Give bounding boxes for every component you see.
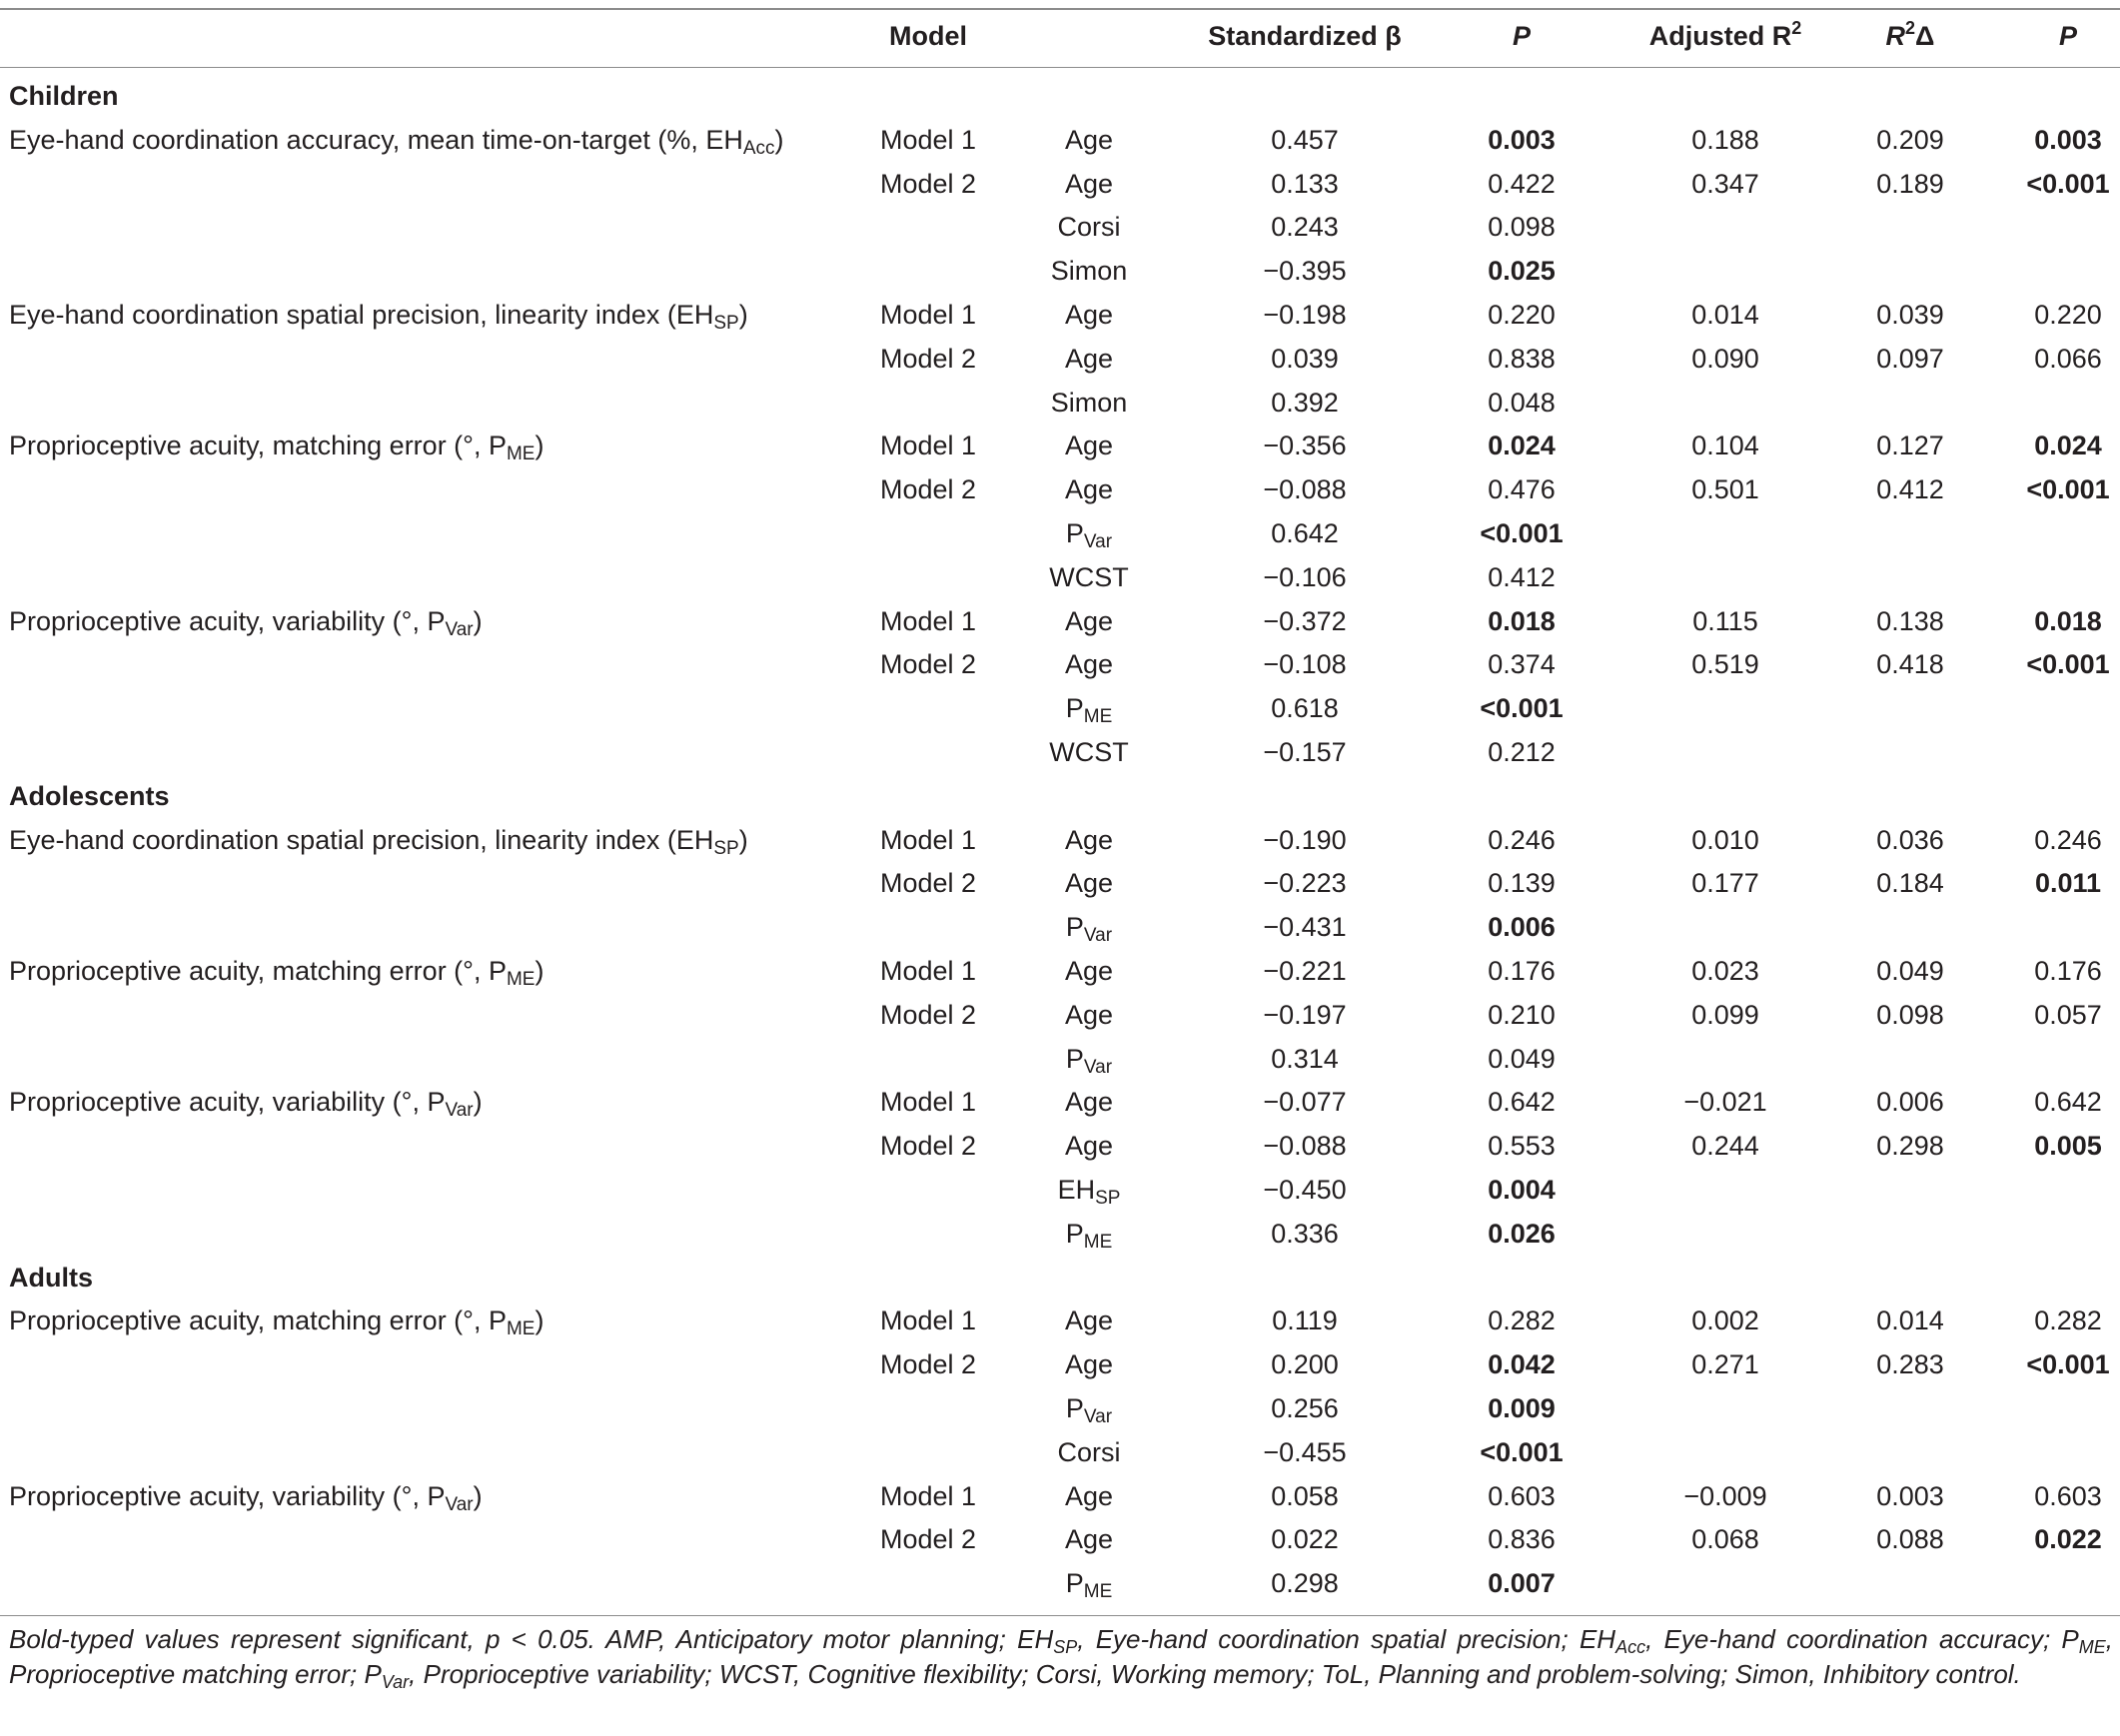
outcome-label [9,1478,483,1514]
model-cell: Model 1 [879,431,977,461]
beta-cell: −0.190 [1263,824,1347,855]
model-cell: Model 1 [879,1087,977,1118]
beta-cell: 0.642 [1271,518,1339,548]
outcome-label-text: Proprioceptive acuity, matching error (°, P [9,1305,507,1336]
beta-cell: −0.221 [1263,956,1347,986]
p-value-cell: 0.024 [1488,431,1556,461]
beta-cell: −0.197 [1263,999,1347,1030]
p-change-cell: 0.057 [2034,999,2102,1030]
predictor-text: P [1065,1568,1084,1599]
outcome-label [9,428,543,463]
predictor-cell [1066,909,1112,945]
predictor-text: Age [1064,124,1114,155]
p-value-cell: 0.004 [1488,1175,1556,1205]
predictor-text: Age [1064,168,1114,199]
outcome-label-subscript: Var [445,618,474,640]
predictor-subscript: SP [1095,1188,1121,1209]
p-change-cell: 0.066 [2034,343,2102,374]
p-value-cell: 0.476 [1488,474,1556,505]
p-change-cell: 0.011 [2034,868,2102,899]
outcome-label-text: Eye-hand coordination spatial precision, linearity index (EH [9,300,714,330]
p-value-cell: <0.001 [1480,1436,1564,1467]
predictor-cell [1066,690,1113,726]
p-change-cell: 0.005 [2034,1131,2102,1162]
beta-cell: −0.356 [1263,431,1347,461]
outcome-label-tail: ) [774,124,784,155]
p-value-cell: 0.836 [1488,1524,1556,1555]
predictor-text: Age [1064,1305,1114,1336]
p-value-cell: 0.098 [1488,212,1556,243]
p-value-cell: 0.220 [1488,300,1556,330]
model-cell: Model 2 [879,1524,977,1555]
r2-delta-cell: 0.412 [1876,474,1944,505]
predictor-text: WCST [1049,737,1129,767]
p-value-cell: 0.018 [1488,605,1556,636]
r2-delta-cell: 0.006 [1876,1087,1944,1118]
outcome-label [9,1302,543,1338]
predictor-text: Age [1064,1480,1114,1511]
predictor-cell [1066,1041,1112,1077]
r2-delta-cell: 0.088 [1876,1524,1944,1555]
r2-delta-cell: 0.097 [1876,343,1944,374]
outcome-label-text: Eye-hand coordination spatial precision, linearity index (EH [9,824,714,855]
predictor-text: EH [1057,1175,1096,1205]
outcome-label-text: Proprioceptive acuity, matching error (°, P [9,431,507,461]
beta-cell: 0.336 [1271,1218,1339,1249]
footnote-subscript: ME [2078,1637,2106,1657]
p-change-cell: <0.001 [2026,474,2110,505]
beta-cell: −0.223 [1263,868,1347,899]
predictor-text: Age [1064,1524,1114,1555]
predictor-text: P [1065,1393,1084,1423]
predictor-cell [1049,559,1128,595]
outcome-label-text: Proprioceptive acuity, variability (°, P [9,1480,446,1511]
predictor-cell [1065,1521,1113,1557]
model-cell: Model 2 [879,474,977,505]
predictor-text: Age [1064,431,1114,461]
predictor-text: P [1065,1218,1084,1249]
adjusted-r2-cell: −0.009 [1683,1480,1767,1511]
p-change-cell: 0.024 [2034,431,2102,461]
predictor-cell [1058,1172,1121,1208]
outcome-label [9,822,748,858]
outcome-label-tail: ) [473,1087,483,1118]
adjusted-r2-cell: 0.177 [1691,868,1759,899]
outcome-label-text: Proprioceptive acuity, variability (°, P [9,605,446,636]
p-value-cell: 0.422 [1488,168,1556,199]
outcome-label-subscript: ME [506,969,535,990]
predictor-cell [1057,209,1120,245]
adjusted-r2-cell: 0.188 [1691,124,1759,155]
outcome-label [9,122,784,158]
predictor-cell [1065,297,1113,333]
p-value-cell: 0.642 [1488,1087,1556,1118]
r2-delta-cell: 0.098 [1876,999,1944,1030]
outcome-label-tail: ) [534,1305,544,1336]
predictor-cell [1065,166,1113,202]
predictor-text: Corsi [1057,212,1121,243]
adjusted-r2-cell: 0.090 [1691,343,1759,374]
p-change-cell: 0.022 [2034,1524,2102,1555]
outcome-label [9,953,543,989]
predictor-text: Age [1064,343,1114,374]
predictor-subscript: ME [1083,1231,1113,1253]
p-value-cell: <0.001 [1480,518,1564,548]
r2-delta-cell: 0.283 [1876,1349,1944,1380]
p-change-cell: 0.003 [2034,124,2102,155]
p-value-cell: <0.001 [1480,693,1564,724]
adjusted-r2-cell: 0.115 [1692,605,1758,636]
adjusted-r2-cell: 0.023 [1691,956,1759,986]
header-r2-delta: $R^2\Delta$ [1885,18,1935,51]
outcome-label-subscript: ME [506,1318,535,1340]
footnote-text: , Eye-hand coordination accuracy; P [1645,1624,2079,1654]
predictor-cell [1065,1084,1113,1120]
table-bottom-rule [0,1615,2120,1616]
p-value-cell: 0.025 [1488,256,1556,287]
adjusted-r2-cell: 0.068 [1691,1524,1759,1555]
beta-cell: 0.243 [1271,212,1339,243]
predictor-text: Age [1064,605,1114,636]
outcome-label-tail: ) [738,824,748,855]
beta-cell: −0.088 [1263,1131,1347,1162]
p-change-cell: 0.282 [2034,1305,2102,1336]
p-change-cell: 0.246 [2034,824,2102,855]
adjusted-r2-cell: 0.099 [1691,999,1759,1030]
outcome-label [9,1084,483,1120]
beta-cell: 0.133 [1271,168,1339,199]
footnote-text: , Proprioceptive variability; WCST, Cognitive flexibility; Corsi, Working memory; ToL, Planning and problem-solving; Simon, Inhibitory control. [409,1659,2021,1689]
outcome-label [9,297,748,333]
table-footnote [9,1622,2113,1692]
p-value-cell: 0.246 [1488,824,1556,855]
predictor-text: Simon [1050,387,1128,418]
beta-cell: −0.077 [1263,1087,1347,1118]
r2-delta-cell: 0.039 [1876,300,1944,330]
p-value-cell: 0.210 [1488,999,1556,1030]
p-change-cell: <0.001 [2026,168,2110,199]
beta-cell: −0.431 [1263,912,1347,943]
predictor-text: Simon [1050,256,1128,287]
beta-cell: −0.108 [1263,649,1347,680]
predictor-cell [1065,953,1113,989]
r2-delta-cell: 0.049 [1876,956,1944,986]
p-change-cell: 0.642 [2034,1087,2102,1118]
predictor-subscript: Var [1083,531,1113,552]
model-cell: Model 1 [879,1305,977,1336]
p-change-cell: 0.603 [2034,1480,2102,1511]
predictor-cell [1066,1565,1113,1601]
predictor-cell [1065,1346,1113,1382]
outcome-label-tail: ) [738,300,748,330]
predictor-text: Age [1064,999,1114,1030]
predictor-text: Age [1064,1087,1114,1118]
outcome-label-text: Eye-hand coordination accuracy, mean time-on-target (%, EH [9,124,743,155]
predictor-cell [1065,122,1113,158]
p-change-cell: <0.001 [2026,649,2110,680]
p-value-cell: 0.374 [1488,649,1556,680]
predictor-text: Corsi [1057,1436,1121,1467]
header-p: P [1512,21,1532,51]
adjusted-r2-cell: −0.021 [1683,1087,1767,1118]
p-value-cell: 0.212 [1488,737,1556,767]
footnote-text: , Eye-hand coordination spatial precision; EH [1077,1624,1616,1654]
footnote-text: , Proprioceptive matching error; P [9,1624,2113,1689]
table-header-rule [0,67,2120,68]
predictor-cell [1051,253,1128,289]
predictor-cell [1065,428,1113,463]
adjusted-r2-cell: 0.519 [1691,649,1759,680]
p-value-cell: 0.139 [1488,868,1556,899]
predictor-cell [1065,341,1113,377]
beta-cell: 0.618 [1271,693,1339,724]
outcome-label-text: Proprioceptive acuity, variability (°, P [9,1087,446,1118]
p-change-cell: 0.220 [2034,300,2102,330]
adjusted-r2-cell: 0.501 [1691,474,1759,505]
section-title: Adults [9,1262,93,1293]
p-value-cell: 0.603 [1488,1480,1556,1511]
predictor-subscript: Var [1083,1056,1113,1078]
adjusted-r2-cell: 0.244 [1691,1131,1759,1162]
outcome-label-subscript: ME [506,443,535,465]
model-cell: Model 1 [879,605,977,636]
model-cell: Model 2 [879,168,977,199]
predictor-cell [1066,515,1112,551]
predictor-cell [1065,471,1113,507]
predictor-cell [1065,997,1113,1033]
predictor-cell [1065,603,1113,639]
model-cell: Model 2 [879,999,977,1030]
p-value-cell: 0.007 [1488,1568,1556,1599]
outcome-label-subscript: SP [713,837,739,859]
predictor-subscript: ME [1083,706,1113,728]
outcome-label-tail: ) [473,605,483,636]
p-value-cell: 0.048 [1488,387,1556,418]
model-cell: Model 1 [879,300,977,330]
adjusted-r2-cell: 0.010 [1691,824,1759,855]
predictor-text: Age [1064,649,1114,680]
predictor-cell [1051,385,1128,421]
footnote-subscript: Acc [1615,1637,1646,1657]
model-cell: Model 2 [879,343,977,374]
p-value-cell: 0.412 [1488,561,1556,592]
predictor-cell [1057,1434,1120,1470]
footnote-text: Bold-typed values represent significant, p < 0.05. AMP, Anticipatory motor planning; EH [9,1624,1054,1654]
beta-cell: −0.106 [1263,561,1347,592]
r2-delta-cell: 0.003 [1876,1480,1944,1511]
predictor-cell [1066,1216,1113,1252]
predictor-text: P [1065,693,1084,724]
predictor-cell [1066,1390,1112,1426]
beta-cell: 0.200 [1271,1349,1339,1380]
predictor-cell [1065,822,1113,858]
p-value-cell: 0.003 [1488,124,1556,155]
adjusted-r2-cell: 0.014 [1691,300,1759,330]
section-title: Children [9,81,119,111]
beta-cell: −0.372 [1263,605,1347,636]
p-value-cell: 0.176 [1488,956,1556,986]
adjusted-r2-cell: 0.002 [1691,1305,1759,1336]
beta-cell: −0.395 [1263,256,1347,287]
r2-delta-cell: 0.127 [1876,431,1944,461]
beta-cell: −0.088 [1263,474,1347,505]
r2-delta-cell: 0.036 [1876,824,1944,855]
p-value-cell: 0.026 [1488,1218,1556,1249]
table-top-rule [0,8,2120,10]
r2-delta-cell: 0.138 [1876,605,1944,636]
model-cell: Model 2 [879,1131,977,1162]
outcome-label-subscript: Var [445,1100,474,1122]
model-cell: Model 1 [879,124,977,155]
p-value-cell: 0.049 [1488,1043,1556,1074]
p-change-cell: <0.001 [2026,1349,2110,1380]
predictor-text: Age [1064,1131,1114,1162]
adjusted-r2-cell: 0.347 [1691,168,1759,199]
predictor-cell [1065,865,1113,901]
p-value-cell: 0.838 [1488,343,1556,374]
model-cell: Model 2 [879,649,977,680]
p-value-cell: 0.282 [1488,1305,1556,1336]
predictor-subscript: Var [1083,1406,1113,1427]
footnote-subscript: SP [1053,1637,1078,1657]
predictor-subscript: Var [1083,925,1113,947]
p-change-cell: 0.176 [2034,956,2102,986]
beta-cell: 0.119 [1272,1305,1338,1336]
beta-cell: 0.314 [1271,1043,1339,1074]
beta-cell: 0.058 [1271,1480,1339,1511]
outcome-label-subscript: Var [445,1493,474,1515]
outcome-label [9,603,483,639]
model-cell: Model 1 [879,1480,977,1511]
beta-cell: −0.455 [1263,1436,1347,1467]
outcome-label-subscript: SP [713,313,739,334]
p-value-cell: 0.006 [1488,912,1556,943]
predictor-text: Age [1064,1349,1114,1380]
outcome-label-text: Proprioceptive acuity, matching error (°, P [9,956,507,986]
r2-delta-cell: 0.189 [1876,168,1944,199]
p-value-cell: 0.553 [1488,1131,1556,1162]
r2-delta-cell: 0.184 [1876,868,1944,899]
r2-delta-cell: 0.418 [1876,649,1944,680]
predictor-cell [1065,1128,1113,1164]
p-change-cell: 0.018 [2034,605,2102,636]
beta-cell: 0.298 [1271,1568,1339,1599]
beta-cell: 0.256 [1271,1393,1339,1423]
r2-delta-cell: 0.298 [1876,1131,1944,1162]
beta-cell: −0.450 [1263,1175,1347,1205]
predictor-subscript: ME [1083,1581,1113,1603]
model-cell: Model 2 [879,1349,977,1380]
predictor-cell [1065,1302,1113,1338]
beta-cell: 0.039 [1271,343,1339,374]
adjusted-r2-cell: 0.271 [1691,1349,1759,1380]
beta-cell: −0.198 [1263,300,1347,330]
p-value-cell: 0.042 [1488,1349,1556,1380]
outcome-label-tail: ) [534,431,544,461]
predictor-cell [1049,734,1128,770]
outcome-label-subscript: Acc [742,137,775,159]
beta-cell: −0.157 [1263,737,1347,767]
header-p-change: P [2058,21,2078,51]
header-model: Model [889,21,967,51]
predictor-text: P [1065,912,1084,943]
predictor-text: WCST [1049,561,1129,592]
predictor-text: Age [1064,474,1114,505]
r2-delta-cell: 0.014 [1876,1305,1944,1336]
beta-cell: 0.022 [1271,1524,1339,1555]
beta-cell: 0.392 [1271,387,1339,418]
predictor-text: Age [1064,300,1114,330]
r2-delta-cell: 0.209 [1876,124,1944,155]
header-standardized-beta: Standardized β [1208,21,1402,51]
model-cell: Model 1 [879,824,977,855]
outcome-label-tail: ) [473,1480,483,1511]
predictor-text: Age [1064,868,1114,899]
footnote-subscript: Var [381,1672,410,1692]
predictor-cell [1065,1478,1113,1514]
adjusted-r2-cell: 0.104 [1691,431,1759,461]
predictor-cell [1065,646,1113,682]
predictor-text: P [1065,518,1084,548]
model-cell: Model 2 [879,868,977,899]
predictor-text: Age [1064,824,1114,855]
header-adjusted-r2: Adjusted $R^2$ [1648,18,1802,51]
model-cell: Model 1 [879,956,977,986]
p-value-cell: 0.009 [1488,1393,1556,1423]
beta-cell: 0.457 [1271,124,1339,155]
outcome-label-tail: ) [534,956,544,986]
section-title: Adolescents [9,780,170,811]
predictor-text: P [1065,1043,1084,1074]
predictor-text: Age [1064,956,1114,986]
